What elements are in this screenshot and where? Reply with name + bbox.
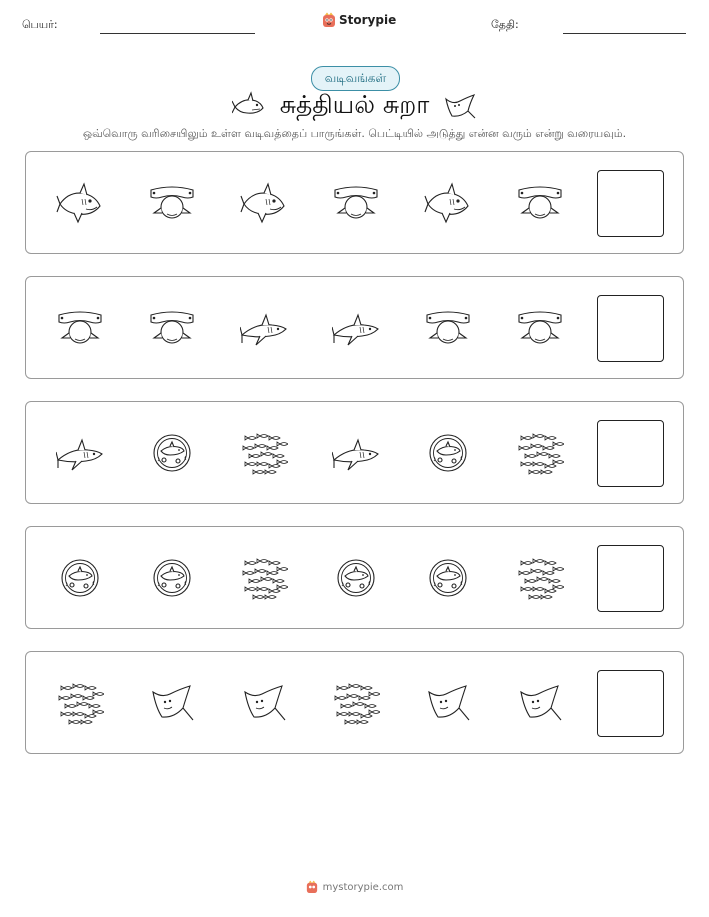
fish-school-icon bbox=[332, 680, 380, 726]
date-label: தேதி: bbox=[491, 18, 519, 31]
storypie-logo-icon bbox=[322, 12, 336, 28]
title-area bbox=[0, 88, 709, 124]
swimming-shark-icon bbox=[332, 430, 380, 476]
porthole-icon bbox=[56, 555, 104, 601]
porthole-icon bbox=[148, 555, 196, 601]
name-field[interactable] bbox=[100, 33, 255, 34]
hammerhead-icon bbox=[56, 305, 104, 351]
stingray-icon bbox=[240, 680, 288, 726]
shark-icon bbox=[232, 91, 266, 121]
shark-icon bbox=[424, 180, 472, 226]
swimming-shark-icon bbox=[240, 305, 288, 351]
footer bbox=[0, 880, 709, 894]
name-label: பெயர்: bbox=[22, 18, 58, 31]
fish-school-icon bbox=[240, 555, 288, 601]
brand bbox=[322, 12, 396, 28]
porthole-icon bbox=[424, 555, 472, 601]
hammerhead-icon bbox=[424, 305, 472, 351]
pattern-row bbox=[25, 401, 684, 504]
pattern-row bbox=[25, 276, 684, 379]
topic-badge: வடிவங்கள் bbox=[311, 66, 400, 91]
stingray-icon bbox=[424, 680, 472, 726]
date-field[interactable] bbox=[563, 33, 686, 34]
fish-school-icon bbox=[516, 555, 564, 601]
brand-name: Storypie bbox=[339, 13, 397, 27]
instructions: ஒவ்வொரு வரிசையிலும் உள்ள வடிவத்தைப் பாருங்கள். பெட்டியில் அடுத்து என்ன வரும் என்று வரையவும். bbox=[82, 127, 627, 140]
swimming-shark-icon bbox=[56, 430, 104, 476]
porthole-icon bbox=[424, 430, 472, 476]
page-title: சுத்தியல் சுறா bbox=[279, 89, 430, 119]
fish-school-icon bbox=[516, 430, 564, 476]
porthole-icon bbox=[148, 430, 196, 476]
hammerhead-icon bbox=[332, 180, 380, 226]
hammerhead-icon bbox=[148, 305, 196, 351]
pattern-row bbox=[25, 151, 684, 254]
stingray-icon bbox=[516, 680, 564, 726]
porthole-icon bbox=[332, 555, 380, 601]
stingray-icon bbox=[148, 680, 196, 726]
answer-box[interactable] bbox=[597, 420, 664, 487]
shark-icon bbox=[56, 180, 104, 226]
hammerhead-icon bbox=[516, 305, 564, 351]
storypie-logo-icon bbox=[306, 880, 318, 894]
hammerhead-icon bbox=[516, 180, 564, 226]
pattern-row bbox=[25, 651, 684, 754]
answer-box[interactable] bbox=[597, 170, 664, 237]
answer-box[interactable] bbox=[597, 295, 664, 362]
swimming-shark-icon bbox=[332, 305, 380, 351]
fish-school-icon bbox=[240, 430, 288, 476]
pattern-row bbox=[25, 526, 684, 629]
stingray-icon bbox=[443, 91, 477, 121]
answer-box[interactable] bbox=[597, 670, 664, 737]
worksheet-header bbox=[0, 0, 709, 50]
hammerhead-icon bbox=[148, 180, 196, 226]
fish-school-icon bbox=[56, 680, 104, 726]
shark-icon bbox=[240, 180, 288, 226]
answer-box[interactable] bbox=[597, 545, 664, 612]
footer-url: mystorypie.com bbox=[322, 881, 404, 893]
